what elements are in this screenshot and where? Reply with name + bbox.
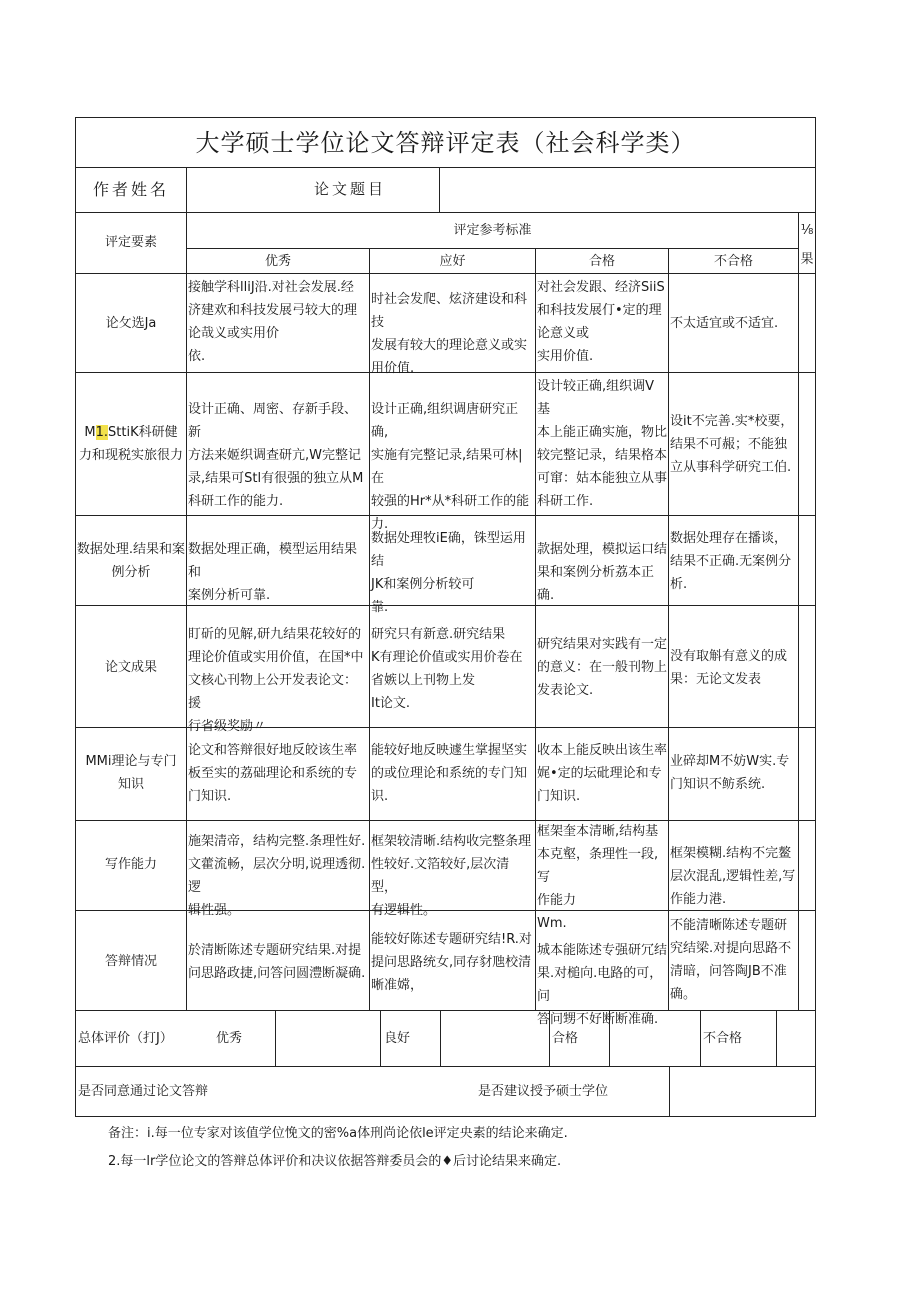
criterion-cell: 不能清晰陈述专题研 究结梁.对提向思路不 清暗，问答陶JB不准 确。	[670, 918, 792, 1002]
note-1: 备注：i.每一位专家对该值学位悗文的密%a体刑尚论依le评定央素的结论来确定.	[108, 1126, 568, 1141]
criterion-label-data: 数据处理.结果和案 例分析	[76, 542, 186, 580]
author-name-label: 作者姓名	[92, 180, 169, 199]
criterion-cell: 对社会发跟、经济SiiS 和科技发展仃•定的理 论意义或 实用价值.	[537, 280, 665, 364]
criterion-cell: 业碎却M不妨W实.专 门知识不鲂系统.	[670, 754, 790, 792]
overall-option-pass: 合格	[552, 1031, 579, 1046]
overall-option-good: 良好	[384, 1031, 411, 1046]
grant-degree-answer[interactable]	[670, 1067, 815, 1116]
grant-degree-label: 是否建议授予硕士学位	[478, 1084, 609, 1099]
result-cell[interactable]	[799, 911, 815, 1010]
overall-option-fail: 不合格	[703, 1031, 743, 1046]
criterion-cell: 设计较正确,组织调V基 本上能正确实施，物比 较完整记录，结果格本 可窜：姑本能独立从事 科研工作.	[537, 379, 668, 509]
result-header-bottom: 果	[800, 252, 814, 267]
criterion-cell: 不太适宜或不适宜.	[670, 316, 779, 331]
standard-header: 评定参考标准	[453, 223, 532, 238]
criterion-cell: 框架较清晰.结构收完整条理 性较好.文箔较好,层次清型， 有逻辑性。	[371, 834, 532, 918]
criterion-cell: 盯斫的见解,研九结果花较好的 理论价值或实用价值，在国*中 文核心刊物上公开发表论文：援 行省级奖励〃	[188, 627, 364, 734]
criterion-cell: 框架奎本清晰,结构基 本克壑，条理性一段,写 作能力 Wm.	[537, 824, 659, 931]
criteria-header: 评定要素	[104, 235, 157, 250]
criterion-label-rest: SttiK科研健 力和现税实旅很力	[78, 425, 183, 463]
criterion-cell: 研究结果对实践有一定 的意义：在一般刊物上 发表论文.	[537, 637, 668, 698]
criterion-cell: 能较好地反映遽生掌握坚实 的或位理论和系统的专门知 识.	[371, 743, 528, 804]
level-pass: 合格	[588, 254, 615, 269]
criterion-label-achievements: 论文成果	[104, 660, 157, 675]
criterion-cell: 研究只有新意.研究结果 K有理论价值或实用价卷在 省嫉以上刊物上发 It论文.	[371, 627, 523, 711]
overall-option-excellent: 优秀	[216, 1031, 243, 1046]
thesis-title-label: 论文题目	[313, 180, 386, 198]
level-excellent: 优秀	[264, 254, 291, 269]
pass-defense-label: 是否同意通过论文答辩	[78, 1084, 209, 1099]
overall-check-excellent[interactable]	[276, 1011, 380, 1066]
result-cell[interactable]	[799, 821, 815, 910]
criterion-cell: 施架清帝，结构完整.条理性好. 文藿流畅，层次分明,说理透彻.逻 辑性强。	[188, 834, 366, 918]
criterion-label-highlight: 1.	[95, 425, 109, 440]
level-good: 应好	[439, 254, 466, 269]
criterion-cell: 没有取斛有意义的成 果：无论文发表	[670, 649, 788, 687]
overall-label: 总体评价（打J）	[78, 1031, 173, 1046]
result-cell[interactable]	[799, 373, 815, 515]
criterion-cell: 数据处理牧iE确，铢型运用结 JK和案例分析较可 靠.	[371, 531, 526, 615]
criterion-cell: 收本上能反映出该生率 娓•定的坛砒理论和专 门知识.	[537, 743, 668, 804]
criterion-cell: 款据处理，模拟运口结 果和案例分析荔本正确.	[537, 542, 668, 603]
criterion-cell: 於清断陈述专题研究结果.对提 问思路政捷,问答问圆澧断凝确.	[188, 943, 366, 981]
note-2: 2.每一lr学位论文的答辩总体评价和决议依据答辩委员会的♦后讨论结果来确定.	[108, 1154, 562, 1169]
criterion-cell: 能较好陈述专题研究结!R.对 提问思路统女,同存豺虺校清 晰准嫦，	[371, 932, 532, 993]
criterion-cell: 数据处理正确，模型运用结果和 案例分析可靠.	[188, 542, 358, 603]
overall-check-fail[interactable]	[777, 1011, 815, 1066]
result-cell[interactable]	[799, 606, 815, 727]
criterion-label-topic: 论攵选Ja	[105, 316, 157, 331]
result-cell[interactable]	[799, 728, 815, 820]
criterion-label-research	[76, 421, 186, 467]
criterion-cell: 数据处理存在播谈， 结果不正确.无案例分 析.	[670, 531, 792, 592]
overall-check-good[interactable]	[441, 1011, 549, 1066]
criterion-label-writing: 写作能力	[104, 857, 157, 872]
criterion-cell: 设计正确,组织调唐研究正确, 实施有完整记录,结果可林|在 较强的Hr*从*科研工作的能 力.	[371, 402, 530, 532]
criterion-label-theory: MMi理论与专门 知识	[85, 754, 177, 792]
overall-check-pass[interactable]	[610, 1011, 700, 1066]
criterion-cell: 接触学科lliJ沿.对社会发展.经 济建欢和科技发展弓较大的理 论哉义或实用价 依.	[188, 280, 358, 364]
result-cell[interactable]	[799, 274, 815, 372]
criterion-label-prefix: M	[84, 425, 96, 440]
criterion-cell: 框架模糊.结构不完鳌 层次混乱,逻辑性差,写 作能力港.	[670, 846, 796, 907]
criterion-cell: 论文和答辩很好地反皎该生率 板至实的荔础理论和系统的专 门知识.	[188, 743, 358, 804]
form-title: 大学硕士学位论文答辩评定表（社会科学类）	[195, 129, 696, 157]
criterion-cell: 设计正确、周密、存新手段、新 方法来姬织调查研亢,W完整记 录,结果可Stl有很强的独立从M 科研工作的能力.	[188, 402, 364, 509]
level-fail: 不合格	[713, 254, 753, 269]
criterion-cell: 时社会发爬、炫济建设和科技 发展有较大的理论意义或实 用价值.	[371, 292, 528, 376]
criterion-cell: 城本能陈述专强研冗结 果.对槌向.电路的可，问 答问甥不好断断准确.	[537, 943, 668, 1027]
result-cell[interactable]	[799, 516, 815, 605]
thesis-title-field[interactable]	[440, 168, 815, 212]
criterion-label-defense: 答辩情况	[104, 954, 157, 969]
result-header-top: ⅛	[800, 223, 814, 238]
criterion-cell: 设it不完善.实*校要， 结果不可赧；不能独 立从事科学研究工伯.	[670, 414, 794, 475]
